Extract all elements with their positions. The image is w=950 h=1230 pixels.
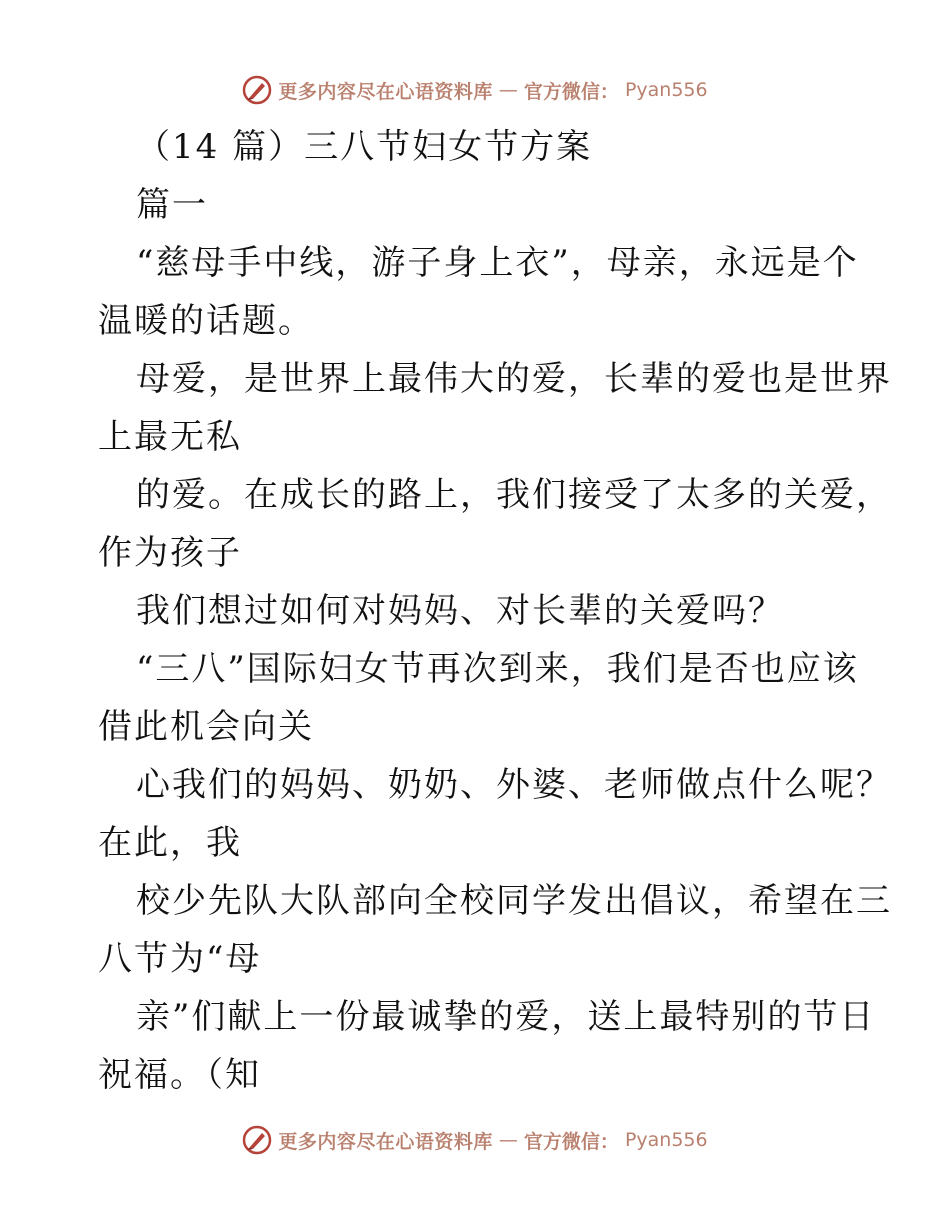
paragraph-line: 借此机会向关 xyxy=(98,707,314,747)
paragraph-line: 校少先队大队部向全校同学发出倡议，希望在三 xyxy=(136,881,892,921)
watermark-header xyxy=(0,70,950,110)
watermark-separator: — xyxy=(498,1129,518,1151)
document-title: （14 篇）三八节妇女节方案 xyxy=(136,127,593,167)
pen-logo-icon xyxy=(242,75,272,105)
paragraph-line: 在此，我 xyxy=(98,823,242,863)
paragraph-line: “三八”国际妇女节再次到来，我们是否也应该 xyxy=(136,649,859,689)
watermark-label: 官方微信： xyxy=(523,80,619,103)
watermark-id: Pyan556 xyxy=(624,1129,708,1151)
paragraph-line: 我们想过如何对妈妈、对长辈的关爱吗？ xyxy=(136,591,784,631)
paragraph-line: 母爱，是世界上最伟大的爱，长辈的爱也是世界 xyxy=(136,359,892,399)
paragraph-line: 亲”们献上一份最诚挚的爱，送上最特别的节日 xyxy=(136,997,876,1037)
paragraph-line: 心我们的妈妈、奶奶、外婆、老师做点什么呢？ xyxy=(136,765,892,805)
watermark-text: 更多内容尽在心语资料库 xyxy=(278,80,493,103)
paragraph-line: 温暖的话题。 xyxy=(98,301,314,341)
paragraph-line: 祝福。（知 xyxy=(98,1055,261,1095)
watermark-footer xyxy=(0,1120,950,1160)
paragraph-line: “慈母手中线，游子身上衣”，母亲，永远是个 xyxy=(136,243,859,283)
watermark-id: Pyan556 xyxy=(624,79,708,101)
watermark-separator: — xyxy=(498,79,518,101)
watermark-label: 官方微信： xyxy=(523,1130,619,1153)
paragraph-line: 八节为“母 xyxy=(98,939,262,979)
pen-logo-icon xyxy=(242,1125,272,1155)
watermark-text: 更多内容尽在心语资料库 xyxy=(278,1130,493,1153)
paragraph-line: 作为孩子 xyxy=(98,533,242,573)
section-heading: 篇一 xyxy=(136,185,208,225)
paragraph-line: 的爱。在成长的路上，我们接受了太多的关爱， xyxy=(136,475,892,515)
paragraph-line: 上最无私 xyxy=(98,417,242,457)
